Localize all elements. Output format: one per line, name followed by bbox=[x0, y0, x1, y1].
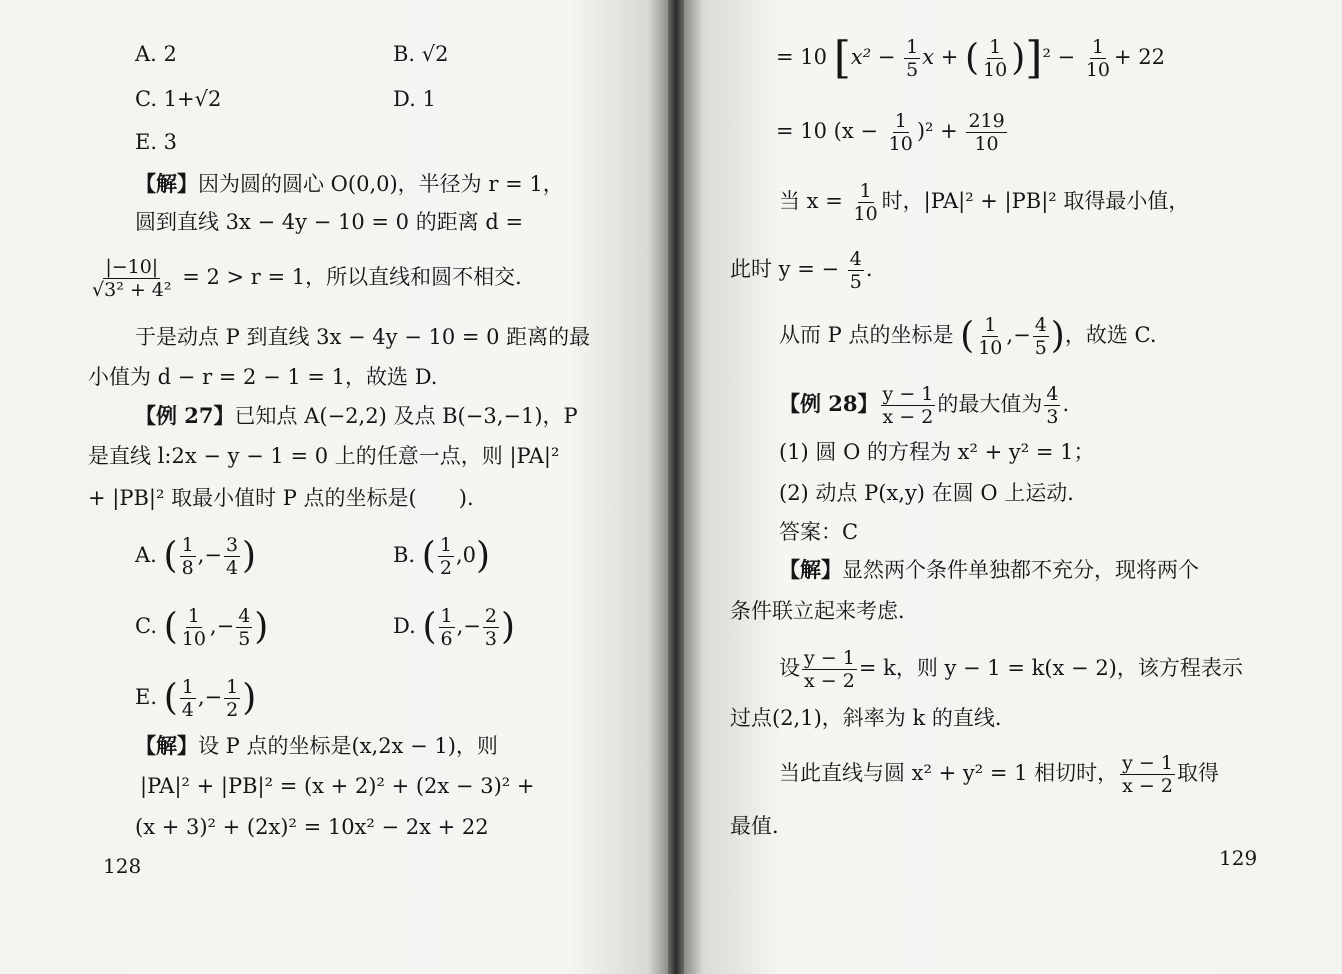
solution2-line-2: |PA|² + |PB|² = (x + 2)² + (2x − 3)² + bbox=[140, 774, 535, 798]
right-line-y: 此时 y = − $\frac{4}{5}$ . bbox=[730, 248, 873, 293]
solution2-line-3: (x + 3)² + (2x)² = 10x² − 2x + 22 bbox=[135, 815, 489, 839]
ex27-option-c: C. ( $\frac{1}{10}$ ,− $\frac{4}{5}$ ) bbox=[135, 605, 269, 650]
solution-line-3: $\frac{|-10|}{\text{√3² + 4²}}$ = 2 > r = 1，所以直线和圆不相交． bbox=[92, 256, 537, 301]
right-solution-line-3: 设 $\frac{y - 1}{x - 2}$ = k，则 y − 1 = k(x − 2)，该方程表示 bbox=[779, 647, 1243, 692]
solution-tag: 【解】 bbox=[135, 171, 198, 196]
example-28-line: 【例 28】 $\frac{y - 1}{x - 2}$ 的最大值为 $\frac{4}{3}$ . bbox=[779, 383, 1070, 428]
right-line-min: 当 x = $\frac{1}{10}$ 时，|PA|² + |PB|² 取得最小值， bbox=[779, 180, 1190, 225]
page-number-left: 128 bbox=[103, 854, 142, 878]
ex27-option-d: D. ( $\frac{1}{6}$ ,− $\frac{2}{3}$ ) bbox=[393, 605, 516, 650]
option-c: C. 1+√2 bbox=[135, 87, 222, 111]
right-eq-line-1: = 10 [x² − $\frac{1}{5}$ x + ( $\frac{1}{10}$ )]² − $\frac{1}{10}$ + 22 bbox=[776, 32, 1166, 84]
option-e: E. 3 bbox=[135, 130, 178, 154]
right-solution-line-2: 条件联立起来考虑． bbox=[730, 599, 919, 623]
ex27-option-b: B. ( $\frac{1}{2}$ ,0) bbox=[393, 534, 491, 579]
solution-line-4: 于是动点 P 到直线 3x − 4y − 10 = 0 距离的最 bbox=[135, 325, 591, 349]
example-27-line-1: 【例 27】已知点 A(−2,2) 及点 B(−3,−1)，P bbox=[135, 403, 578, 428]
distance-fraction: $\frac{|-10|}{\text{√3² + 4²}}$ bbox=[92, 256, 172, 301]
option-b: B. √2 bbox=[393, 42, 449, 66]
right-solution-line-1: 【解】显然两个条件单独都不充分，现将两个 bbox=[779, 557, 1199, 582]
solution2-line-1: 【解】设 P 点的坐标是(x,2x − 1)，则 bbox=[135, 733, 498, 758]
example-28-tag: 【例 28】 bbox=[779, 391, 879, 416]
condition-1: (1) 圆 O 的方程为 x² + y² = 1； bbox=[779, 440, 1095, 464]
answer-line: 答案：C bbox=[779, 520, 859, 544]
example-27-line-2: 是直线 l:2x − y − 1 = 0 上的任意一点，则 |PA|² bbox=[88, 444, 560, 468]
ex27-option-e: E. ( $\frac{1}{4}$ ,− $\frac{1}{2}$ ) bbox=[135, 676, 257, 721]
right-solution-line-6: 最值． bbox=[730, 814, 793, 838]
right-eq-line-2: = 10 (x − $\frac{1}{10}$ )² + $\frac{219}{10}$ bbox=[776, 110, 1005, 155]
right-line-coords: 从而 P 点的坐标是 ( $\frac{1}{10}$ ,− $\frac{4}{5}$ )，故选 C. bbox=[779, 314, 1157, 359]
right-page bbox=[684, 0, 1342, 974]
condition-2: (2) 动点 P(x,y) 在圆 O 上运动． bbox=[779, 481, 1089, 505]
example-27-tag: 【例 27】 bbox=[135, 403, 235, 428]
ex27-option-a: A. ( $\frac{1}{8}$ ,− $\frac{3}{4}$ ) bbox=[135, 534, 257, 579]
right-solution-tag: 【解】 bbox=[779, 557, 842, 582]
solution-line-2: 圆到直线 3x − 4y − 10 = 0 的距离 d = bbox=[135, 210, 524, 234]
option-d: D. 1 bbox=[393, 87, 436, 111]
solution-line-1: 【解】因为圆的圆心 O(0,0)，半径为 r = 1， bbox=[135, 171, 564, 196]
left-page bbox=[0, 0, 668, 974]
solution2-tag: 【解】 bbox=[135, 733, 198, 758]
right-solution-line-5: 当此直线与圆 x² + y² = 1 相切时， $\frac{y - 1}{x - 2}$ 取得 bbox=[779, 752, 1219, 797]
example-27-line-3: + |PB|² 取最小值时 P 点的坐标是( ). bbox=[88, 486, 474, 510]
page-number-right: 129 bbox=[1219, 846, 1258, 870]
book-gutter bbox=[668, 0, 684, 974]
option-a: A. 2 bbox=[135, 42, 177, 66]
solution-line-5: 小值为 d − r = 2 − 1 = 1，故选 D. bbox=[88, 365, 438, 389]
right-solution-line-4: 过点(2,1)，斜率为 k 的直线． bbox=[730, 706, 1016, 730]
